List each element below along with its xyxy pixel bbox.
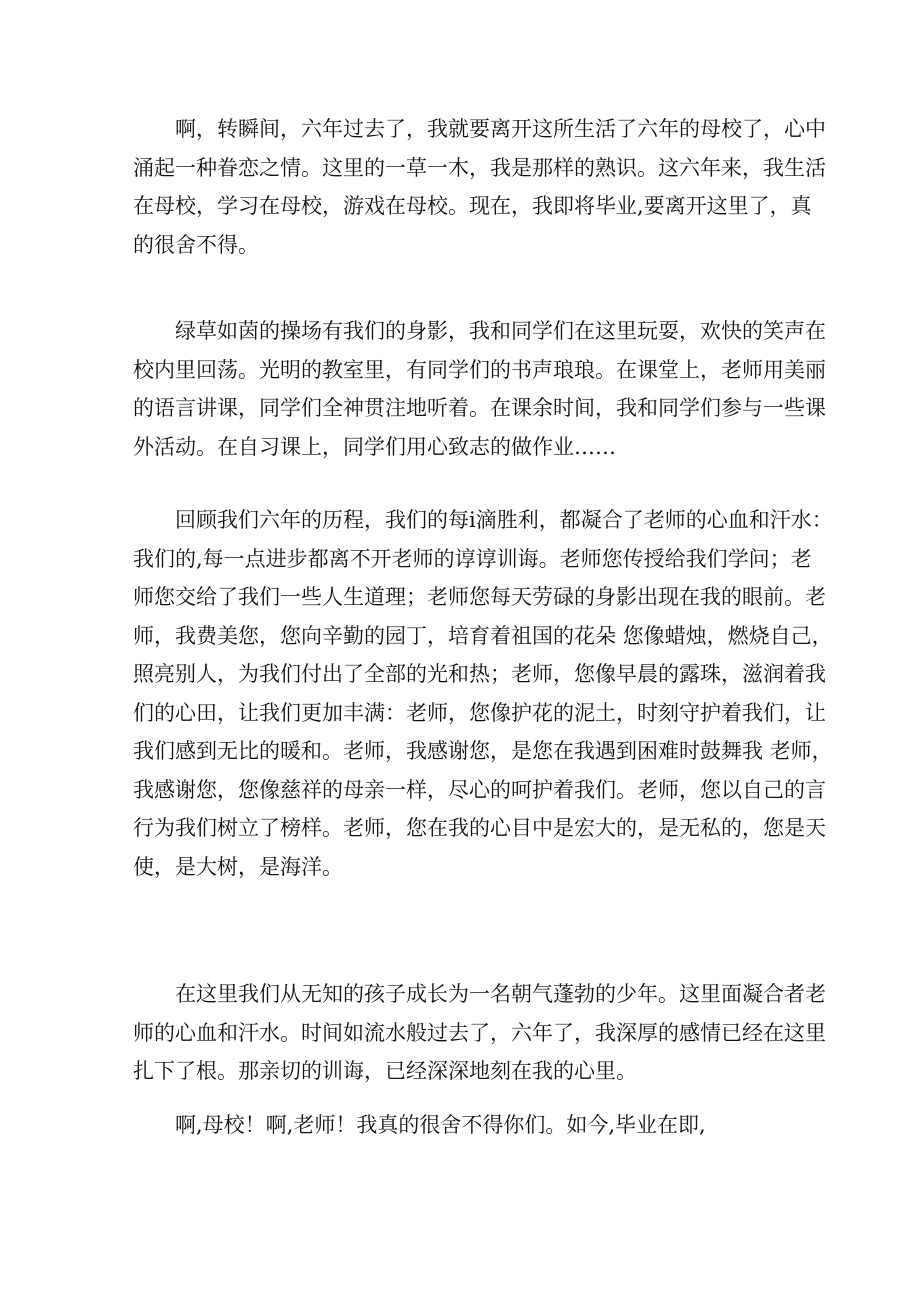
- paragraph-2: [133, 312, 826, 466]
- text-line: 我感谢您，您像慈祥的母亲一样，尽心的呵护着我们。老师，您以自己的言: [133, 777, 826, 802]
- text-line: 行为我们树立了榜样。老师，您在我的心目中是宏大的，是无私的，您是天: [133, 816, 826, 840]
- text-line: 校内里回荡。光明的教室里，有同学们的书声琅琅。在课堂上，老师用美丽: [133, 357, 826, 382]
- text-line: 在这里我们从无知的孩子成长为一名朝气蓬勃的少年。这里面凝合者老: [175, 982, 826, 1006]
- text-line: 啊,母校！啊,老师！我真的很舍不得你们。如今,毕业在即,: [175, 1113, 706, 1137]
- paragraph-1: [133, 110, 826, 264]
- text-line: 的语言讲课，同学们全神贯注地听着。在课余时间，我和同学们参与一些课: [133, 396, 826, 420]
- text-line: 回顾我们六年的历程，我们的每i滴胜利，都凝合了老师的心血和汗水：: [175, 508, 833, 532]
- text-line: 我们的,每一点进步都离不开老师的谆谆训诲。老师您传授给我们学问；老: [133, 546, 812, 571]
- text-line: 师您交给了我们一些人生道理；老师您每天劳碌的身影出现在我的眼前。老: [133, 585, 826, 609]
- paragraph-4: [133, 975, 826, 1091]
- text-line: 师，我费美您，您向辛勤的园丁，培育着祖国的花朵 您像蜡烛，燃烧自己，: [133, 623, 833, 648]
- text-line: 使，是大树，是海洋。: [133, 854, 343, 879]
- text-line: 在母校，学习在母校，游戏在母校。现在，我即将毕业,要离开这里了，真: [133, 194, 812, 218]
- paragraph-5: [133, 1106, 803, 1145]
- paragraph-3: [133, 501, 833, 886]
- text-line: 绿草如茵的操场有我们的身影，我和同学们在这里玩耍，欢快的笑声在: [175, 319, 826, 343]
- text-line: 我们感到无比的暖和。老师，我感谢您，是您在我遇到困难时鼓舞我 老师，: [133, 739, 833, 763]
- text-line: 外活动。在自习课上，同学们用心致志的做作业……: [133, 434, 616, 459]
- text-line: 师的心血和汗水。时间如流水般过去了，六年了，我深厚的感情已经在这里: [133, 1020, 826, 1045]
- text-line: 照亮别人，为我们付出了全部的光和热；老师，您像早晨的露珠，滋润着我: [133, 662, 826, 686]
- text-line: 啊，转瞬间，六年过去了，我就要离开这所生活了六年的母校了，心中: [175, 117, 826, 141]
- text-line: 的很舍不得。: [133, 232, 259, 257]
- text-line: 们的心田，让我们更加丰满：老师，您像护花的泥土，时刻守护着我们，让: [133, 700, 826, 725]
- text-line: 涌起一种眷恋之情。这里的一草一木，我是那样的熟识。这六年来，我生活: [133, 155, 826, 180]
- text-line: 扎下了根。那亲切的训诲，已经深深地刻在我的心里。: [133, 1059, 637, 1083]
